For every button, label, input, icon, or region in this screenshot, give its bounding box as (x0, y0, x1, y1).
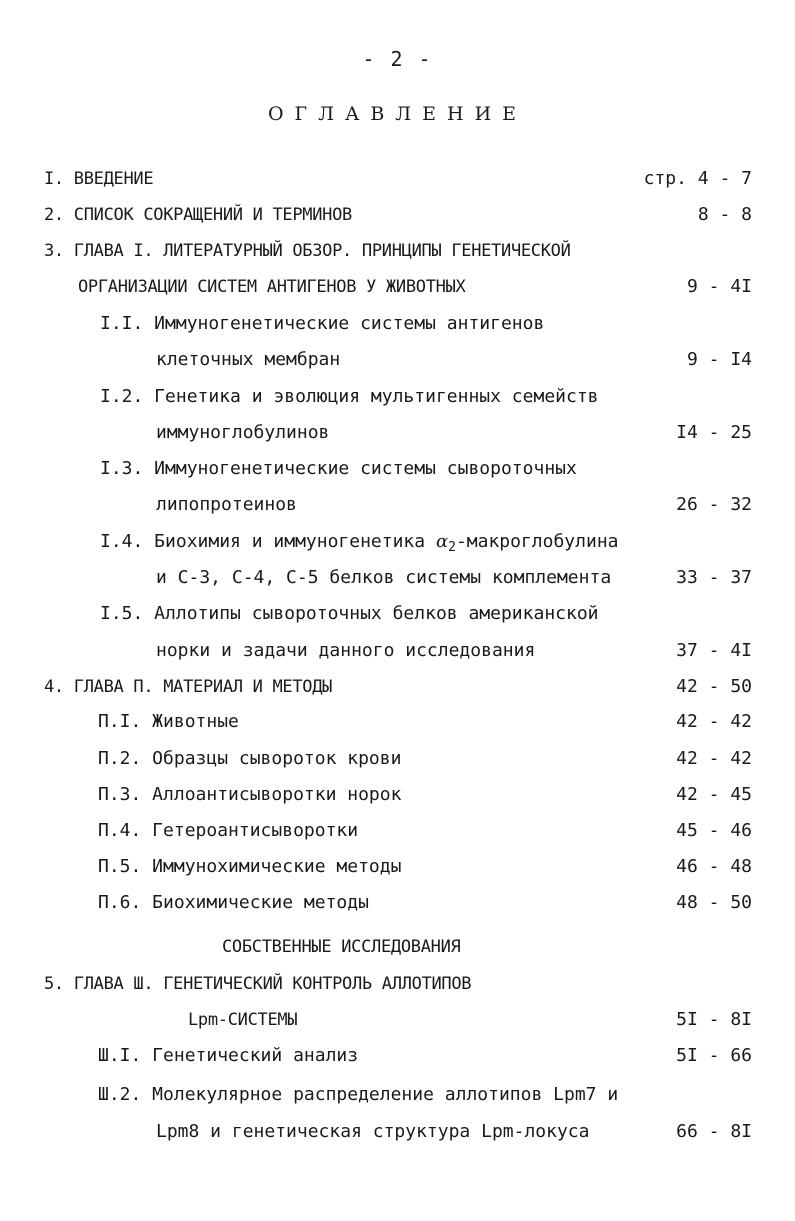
toc-entry-1-2-cont: иммуноглобулинов (156, 422, 330, 443)
toc-entry-2-5: П.5. Иммунохимические методы (98, 856, 402, 877)
page-title: ОГЛАВЛЕНИЕ (267, 103, 528, 125)
toc-pages-2-1: 42 - 42 (676, 711, 752, 732)
toc-entry-chapter-3: 5. ГЛАВА Ш. ГЕНЕТИЧЕСКИЙ КОНТРОЛЬ АЛЛОТИПОВ (44, 974, 472, 994)
toc-pages-2-2: 42 - 42 (676, 748, 752, 769)
toc-entry-1-1: I.I. Иммуногенетические системы антигенов (100, 313, 545, 334)
toc-pages-2-4: 45 - 46 (676, 820, 752, 841)
alpha-subscript: 2 (448, 540, 456, 555)
toc-pages-introduction: стр. 4 - 7 (643, 168, 752, 189)
toc-pages-1-2: I4 - 25 (676, 422, 752, 443)
toc-pages-1-1: 9 - I4 (686, 349, 752, 370)
toc-entry-chapter-2: 4. ГЛАВА П. МАТЕРИАЛ И МЕТОДЫ (44, 677, 333, 697)
toc-entry-1-2: I.2. Генетика и эволюция мультигенных семейств (100, 386, 599, 407)
toc-entry-3-2: Ш.2. Молекулярное распределение аллотипов Lpm7 и (98, 1084, 619, 1105)
toc-entry-2-4: П.4. Гетероантисыворотки (98, 820, 359, 841)
toc-pages-3-2: 66 - 8I (676, 1121, 752, 1142)
toc-entry-1-5: I.5. Аллотипы сывороточных белков американской (100, 603, 599, 624)
toc-entry-abbreviations: 2. СПИСОК СОКРАЩЕНИЙ И ТЕРМИНОВ (44, 205, 352, 225)
toc-entry-1-3: I.3. Иммуногенетические системы сывороточных (100, 458, 577, 479)
toc-entry-2-3: П.3. Аллоантисыворотки норок (98, 784, 402, 805)
toc-pages-2-3: 42 - 45 (676, 784, 752, 805)
toc-entry-2-6: П.6. Биохимические методы (98, 892, 369, 913)
toc-entry-1-4 (100, 528, 619, 556)
toc-entry-chapter-1-cont: ОРГАНИЗАЦИИ СИСТЕМ АНТИГЕНОВ У ЖИВОТНЫХ (78, 277, 466, 297)
toc-entry-3-2-cont: Lpm8 и генетическая структура Lpm-локуса (156, 1121, 590, 1142)
toc-entry-1-4-cont: и С-3, С-4, С-5 белков системы комплемента (156, 567, 612, 588)
toc-entry-1-3-cont: липопротеинов (156, 494, 297, 515)
toc-entry-3-1: Ш.I. Генетический анализ (98, 1045, 359, 1066)
toc-pages-1-5: 37 - 4I (676, 640, 752, 661)
toc-entry-introduction: I. ВВЕДЕНИЕ (44, 169, 154, 189)
toc-pages-1-4: 33 - 37 (676, 567, 752, 588)
toc-entry-1-4-suffix: -макроглобулина (455, 531, 619, 552)
toc-pages-chapter-2: 42 - 50 (676, 676, 752, 697)
toc-pages-1-3: 26 - 32 (676, 494, 752, 515)
toc-pages-abbreviations: 8 - 8 (697, 204, 752, 225)
toc-entry-1-1-cont: клеточных мембран (156, 349, 341, 370)
toc-entry-1-4-prefix: I.4. Биохимия и иммуногенетика (100, 531, 436, 552)
toc-pages-chapter-3: 5I - 8I (676, 1009, 752, 1030)
toc-pages-3-1: 5I - 66 (676, 1045, 752, 1066)
toc-entry-1-5-cont: норки и задачи данного исследования (156, 640, 536, 661)
toc-pages-chapter-1: 9 - 4I (686, 276, 752, 297)
toc-entry-chapter-1: 3. ГЛАВА I. ЛИТЕРАТУРНЫЙ ОБЗОР. ПРИНЦИПЫ ГЕНЕТИЧЕСКОЙ (44, 241, 571, 261)
toc-entry-2-2: П.2. Образцы сывороток крови (98, 748, 402, 769)
toc-pages-2-5: 46 - 48 (676, 856, 752, 877)
section-heading-own-research: СОБСТВЕННЫЕ ИССЛЕДОВАНИЯ (222, 937, 461, 957)
alpha-symbol: α (435, 531, 449, 552)
toc-entry-chapter-3-cont: Lpm-СИСТЕМЫ (188, 1010, 298, 1030)
toc-entry-2-1: П.I. Животные (98, 711, 239, 732)
toc-pages-2-6: 48 - 50 (676, 892, 752, 913)
page-number: - 2 - (362, 47, 433, 71)
